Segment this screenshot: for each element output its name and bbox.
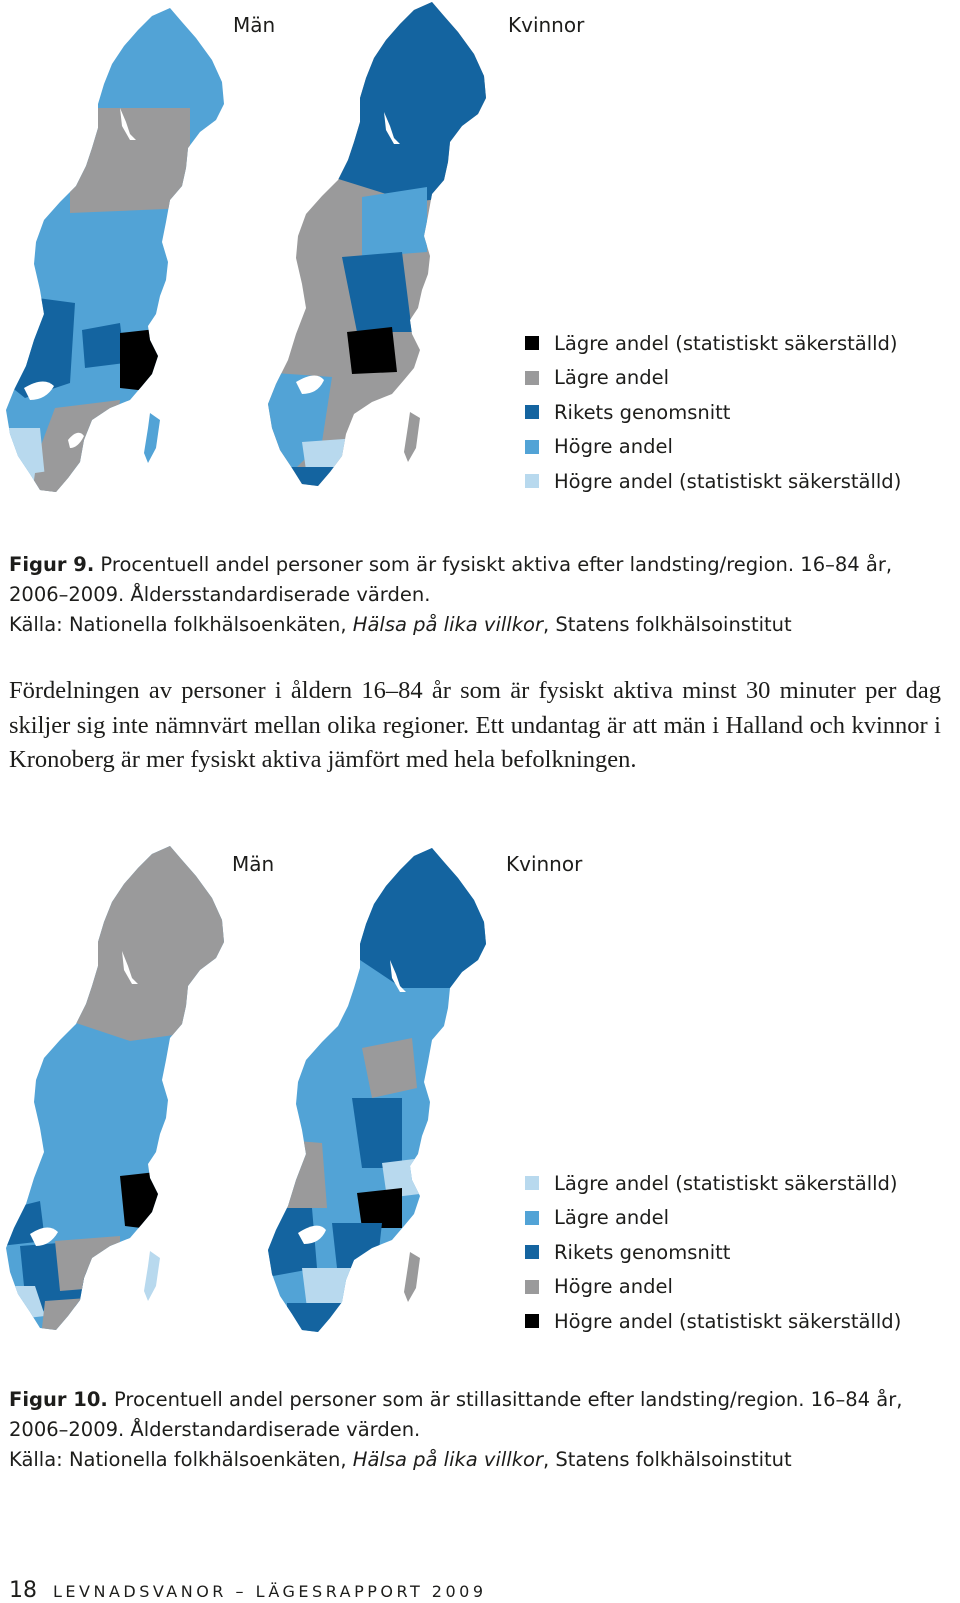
island-oland-men-2 bbox=[144, 1251, 160, 1301]
figure-9-maps bbox=[0, 0, 960, 520]
legend-swatch bbox=[525, 405, 539, 419]
figure-9-source-title: Hälsa på lika villkor bbox=[352, 613, 543, 636]
figure-9-number: Figur 9. bbox=[9, 553, 95, 576]
region-women2-kronoberg bbox=[302, 1268, 372, 1308]
figure-10-maps bbox=[0, 842, 960, 1362]
figure-9-source-suffix: , Statens folkhälsoinstitut bbox=[542, 613, 792, 636]
figure-10-source-suffix: , Statens folkhälsoinstitut bbox=[542, 1448, 792, 1471]
region-women-vasternorrland bbox=[362, 187, 427, 257]
page-footer bbox=[9, 1578, 487, 1603]
island-oland-women-2 bbox=[404, 1252, 420, 1302]
body-paragraph: Fördelningen av personer i åldern 16–84 år som är fysiskt aktiva minst 30 minuter per dag skiljer sig inte nämnvärt mellan olika regioner. Ett undantag är att män i Halland och kvinnor i Kronoberg är mer fysiskt aktiva jämfört med hela befolkningen. bbox=[9, 677, 941, 773]
legend-item bbox=[525, 361, 901, 396]
map-label-women-2: Kvinnor bbox=[506, 852, 583, 876]
figure-10-source-title: Hälsa på lika villkor bbox=[352, 1448, 543, 1471]
map-label-men: Män bbox=[233, 13, 276, 37]
region-women-uppsala bbox=[347, 327, 397, 374]
map-label-women: Kvinnor bbox=[508, 13, 585, 37]
map-women-sedentary bbox=[262, 848, 502, 1348]
legend bbox=[525, 326, 901, 499]
region-men2-skane bbox=[40, 1296, 115, 1346]
legend-item bbox=[525, 395, 901, 430]
legend-item bbox=[525, 1270, 901, 1305]
legend-item bbox=[525, 1304, 901, 1339]
region-women2-ostergotland bbox=[332, 1223, 382, 1268]
legend-label: Högre andel (statistiskt säkerställd) bbox=[554, 1309, 902, 1333]
legend-label: Lägre andel bbox=[554, 1206, 670, 1230]
region-men-south bbox=[40, 400, 120, 508]
legend-item bbox=[525, 1235, 901, 1270]
legend-label: Högre andel bbox=[554, 435, 673, 459]
map-men bbox=[0, 8, 240, 508]
region-men-skane bbox=[30, 468, 75, 508]
island-oland-men bbox=[144, 413, 160, 463]
legend-2 bbox=[525, 1166, 901, 1339]
legend-swatch bbox=[525, 440, 539, 454]
legend-swatch bbox=[525, 1176, 539, 1190]
legend-label: Rikets genomsnitt bbox=[554, 400, 731, 424]
legend-label: Högre andel bbox=[554, 1275, 673, 1299]
region-women2-vasternorrland bbox=[362, 1038, 417, 1098]
legend-swatch bbox=[525, 371, 539, 385]
legend-swatch bbox=[525, 1245, 539, 1259]
island-oland-women bbox=[404, 412, 420, 462]
legend-label: Lägre andel (statistiskt säkerställd) bbox=[554, 331, 898, 355]
legend-swatch bbox=[525, 336, 539, 350]
legend-item bbox=[525, 430, 901, 465]
region-men-vasterbotten bbox=[70, 108, 190, 213]
region-women2-skane bbox=[287, 1303, 372, 1348]
figure-10-caption bbox=[9, 1385, 939, 1475]
legend-swatch bbox=[525, 1211, 539, 1225]
legend-swatch bbox=[525, 474, 539, 488]
region-women2-stockholm bbox=[357, 1188, 402, 1228]
region-women-skane bbox=[287, 467, 372, 502]
map-women bbox=[262, 2, 502, 502]
page-number: 18 bbox=[9, 1578, 37, 1603]
legend-swatch bbox=[525, 1280, 539, 1294]
figure-9-source-prefix: Källa: Nationella folkhälsoenkäten, bbox=[9, 613, 353, 636]
legend-swatch bbox=[525, 1314, 539, 1328]
figure-9-caption-text: Procentuell andel personer som är fysiskt aktiva efter landsting/region. 16–84 år, 2006–2009. Åldersstandardiserade värden. bbox=[9, 553, 893, 606]
region-men2-stockholm bbox=[120, 1171, 165, 1231]
region-women2-norrbotten bbox=[302, 848, 502, 988]
region-men2-ostergotland bbox=[55, 1236, 120, 1291]
map-men-sedentary bbox=[0, 846, 240, 1346]
figure-10-caption-text: Procentuell andel personer som är stillasittande efter landsting/region. 16–84 år, 2006–2009. Ålderstandardiserade värden. bbox=[9, 1388, 903, 1441]
legend-label: Högre andel (statistiskt säkerställd) bbox=[554, 469, 902, 493]
region-women-kalmar bbox=[362, 412, 402, 472]
region-men2-norrbotten bbox=[50, 846, 240, 1041]
legend-label: Lägre andel bbox=[554, 366, 670, 390]
map-label-men-2: Män bbox=[232, 852, 275, 876]
region-men-vastmanland bbox=[82, 323, 125, 368]
legend-label: Rikets genomsnitt bbox=[554, 1240, 731, 1264]
legend-item bbox=[525, 1166, 901, 1201]
legend-label: Lägre andel (statistiskt säkerställd) bbox=[554, 1171, 898, 1195]
region-men-stockholm bbox=[120, 328, 165, 393]
legend-item bbox=[525, 326, 901, 361]
region-women-norrbotten bbox=[302, 2, 502, 202]
legend-item bbox=[525, 464, 901, 499]
figure-10-source-prefix: Källa: Nationella folkhälsoenkäten, bbox=[9, 1448, 353, 1471]
region-women2-dalarna bbox=[262, 1138, 327, 1208]
figure-9-caption bbox=[9, 550, 939, 640]
publication-title: LEVNADSVANOR – LÄGESRAPPORT 2009 bbox=[53, 1582, 487, 1601]
figure-10-number: Figur 10. bbox=[9, 1388, 108, 1411]
legend-item bbox=[525, 1201, 901, 1236]
